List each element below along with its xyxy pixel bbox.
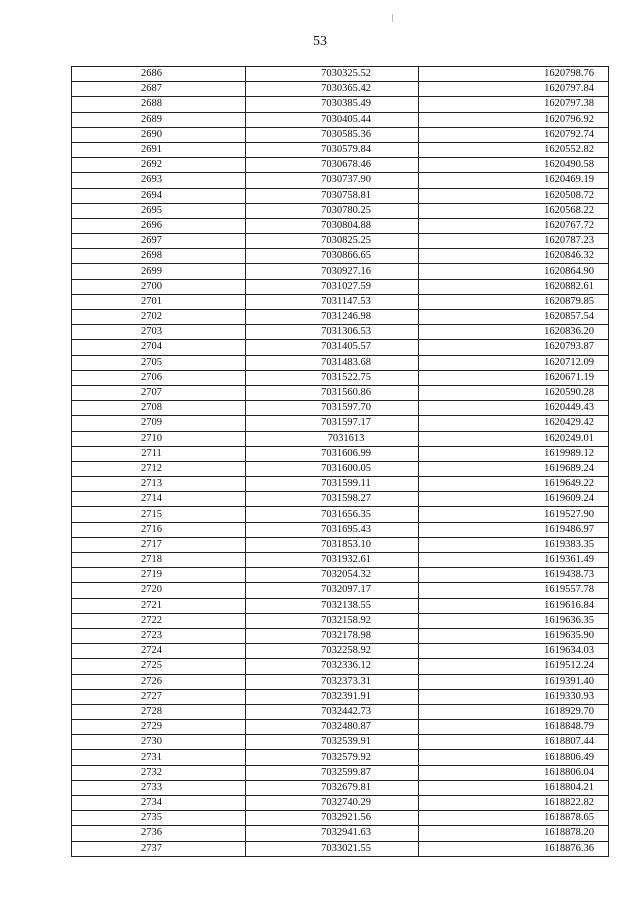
x-coordinate-cell: 7032258.92 xyxy=(246,644,419,659)
table-row xyxy=(72,431,609,446)
scan-artifact-mark xyxy=(392,14,393,22)
y-coordinate-cell: 1619989.12 xyxy=(419,446,609,461)
point-number-cell: 2698 xyxy=(72,249,246,264)
y-coordinate-cell: 1619391.40 xyxy=(419,674,609,689)
table-row xyxy=(72,537,609,552)
point-number-cell: 2711 xyxy=(72,446,246,461)
x-coordinate-cell: 7031597.17 xyxy=(246,416,419,431)
x-coordinate-cell: 7031600.05 xyxy=(246,461,419,476)
y-coordinate-cell: 1620879.85 xyxy=(419,294,609,309)
y-coordinate-cell: 1620508.72 xyxy=(419,188,609,203)
table-row xyxy=(72,325,609,340)
table-row xyxy=(72,674,609,689)
point-number-cell: 2707 xyxy=(72,385,246,400)
point-number-cell: 2735 xyxy=(72,811,246,826)
x-coordinate-cell: 7031656.35 xyxy=(246,507,419,522)
x-coordinate-cell: 7032097.17 xyxy=(246,583,419,598)
y-coordinate-cell: 1619330.93 xyxy=(419,689,609,704)
point-number-cell: 2702 xyxy=(72,310,246,325)
point-number-cell: 2693 xyxy=(72,173,246,188)
y-coordinate-cell: 1619689.24 xyxy=(419,461,609,476)
point-number-cell: 2722 xyxy=(72,613,246,628)
table-row xyxy=(72,294,609,309)
table-row xyxy=(72,340,609,355)
point-number-cell: 2706 xyxy=(72,370,246,385)
y-coordinate-cell: 1619649.22 xyxy=(419,477,609,492)
table-row xyxy=(72,173,609,188)
point-number-cell: 2688 xyxy=(72,97,246,112)
x-coordinate-cell: 7031027.59 xyxy=(246,279,419,294)
y-coordinate-cell: 1620568.22 xyxy=(419,203,609,218)
point-number-cell: 2727 xyxy=(72,689,246,704)
x-coordinate-cell: 7031695.43 xyxy=(246,522,419,537)
table-row xyxy=(72,507,609,522)
point-number-cell: 2695 xyxy=(72,203,246,218)
y-coordinate-cell: 1620249.01 xyxy=(419,431,609,446)
y-coordinate-cell: 1618804.21 xyxy=(419,780,609,795)
point-number-cell: 2726 xyxy=(72,674,246,689)
y-coordinate-cell: 1618807.44 xyxy=(419,735,609,750)
table-row xyxy=(72,127,609,142)
point-number-cell: 2720 xyxy=(72,583,246,598)
table-row xyxy=(72,583,609,598)
x-coordinate-cell: 7031306.53 xyxy=(246,325,419,340)
table-row xyxy=(72,750,609,765)
table-row xyxy=(72,689,609,704)
point-number-cell: 2737 xyxy=(72,841,246,856)
coordinates-table-body xyxy=(72,67,609,857)
x-coordinate-cell: 7031597.70 xyxy=(246,401,419,416)
table-row xyxy=(72,370,609,385)
point-number-cell: 2725 xyxy=(72,659,246,674)
x-coordinate-cell: 7030585.36 xyxy=(246,127,419,142)
table-row xyxy=(72,492,609,507)
page-number: 53 xyxy=(313,34,327,49)
y-coordinate-cell: 1620857.54 xyxy=(419,310,609,325)
x-coordinate-cell: 7031613 xyxy=(246,431,419,446)
x-coordinate-cell: 7030737.90 xyxy=(246,173,419,188)
y-coordinate-cell: 1620864.90 xyxy=(419,264,609,279)
point-number-cell: 2733 xyxy=(72,780,246,795)
table-row xyxy=(72,249,609,264)
y-coordinate-cell: 1620712.09 xyxy=(419,355,609,370)
table-row xyxy=(72,659,609,674)
y-coordinate-cell: 1620797.84 xyxy=(419,82,609,97)
x-coordinate-cell: 7031522.75 xyxy=(246,370,419,385)
x-coordinate-cell: 7032158.92 xyxy=(246,613,419,628)
table-row xyxy=(72,97,609,112)
y-coordinate-cell: 1618822.82 xyxy=(419,796,609,811)
table-row xyxy=(72,735,609,750)
point-number-cell: 2719 xyxy=(72,568,246,583)
table-row xyxy=(72,568,609,583)
point-number-cell: 2700 xyxy=(72,279,246,294)
point-number-cell: 2718 xyxy=(72,553,246,568)
x-coordinate-cell: 7031932.61 xyxy=(246,553,419,568)
y-coordinate-cell: 1620836.20 xyxy=(419,325,609,340)
x-coordinate-cell: 7032921.56 xyxy=(246,811,419,826)
point-number-cell: 2696 xyxy=(72,218,246,233)
point-number-cell: 2723 xyxy=(72,628,246,643)
x-coordinate-cell: 7031853.10 xyxy=(246,537,419,552)
table-row xyxy=(72,522,609,537)
point-number-cell: 2699 xyxy=(72,264,246,279)
y-coordinate-cell: 1619635.90 xyxy=(419,628,609,643)
y-coordinate-cell: 1620552.82 xyxy=(419,142,609,157)
point-number-cell: 2736 xyxy=(72,826,246,841)
table-row xyxy=(72,704,609,719)
table-row xyxy=(72,765,609,780)
x-coordinate-cell: 7031147.53 xyxy=(246,294,419,309)
x-coordinate-cell: 7032539.91 xyxy=(246,735,419,750)
point-number-cell: 2708 xyxy=(72,401,246,416)
y-coordinate-cell: 1619486.97 xyxy=(419,522,609,537)
x-coordinate-cell: 7031598.27 xyxy=(246,492,419,507)
point-number-cell: 2705 xyxy=(72,355,246,370)
table-row xyxy=(72,461,609,476)
point-number-cell: 2729 xyxy=(72,720,246,735)
x-coordinate-cell: 7031405.57 xyxy=(246,340,419,355)
y-coordinate-cell: 1619438.73 xyxy=(419,568,609,583)
table-row xyxy=(72,598,609,613)
x-coordinate-cell: 7031560.86 xyxy=(246,385,419,400)
table-row xyxy=(72,234,609,249)
y-coordinate-cell: 1619636.35 xyxy=(419,613,609,628)
table-row xyxy=(72,796,609,811)
point-number-cell: 2734 xyxy=(72,796,246,811)
y-coordinate-cell: 1619634.03 xyxy=(419,644,609,659)
x-coordinate-cell: 7032579.92 xyxy=(246,750,419,765)
y-coordinate-cell: 1619557.78 xyxy=(419,583,609,598)
y-coordinate-cell: 1620798.76 xyxy=(419,67,609,82)
table-row xyxy=(72,158,609,173)
y-coordinate-cell: 1620490.58 xyxy=(419,158,609,173)
point-number-cell: 2730 xyxy=(72,735,246,750)
point-number-cell: 2724 xyxy=(72,644,246,659)
y-coordinate-cell: 1620787.23 xyxy=(419,234,609,249)
point-number-cell: 2689 xyxy=(72,112,246,127)
table-row xyxy=(72,401,609,416)
table-row xyxy=(72,613,609,628)
x-coordinate-cell: 7030385.49 xyxy=(246,97,419,112)
point-number-cell: 2687 xyxy=(72,82,246,97)
y-coordinate-cell: 1619361.49 xyxy=(419,553,609,568)
x-coordinate-cell: 7032054.32 xyxy=(246,568,419,583)
y-coordinate-cell: 1618876.36 xyxy=(419,841,609,856)
coordinates-table xyxy=(71,66,609,857)
y-coordinate-cell: 1618878.65 xyxy=(419,811,609,826)
x-coordinate-cell: 7032442.73 xyxy=(246,704,419,719)
table-row xyxy=(72,553,609,568)
x-coordinate-cell: 7030927.16 xyxy=(246,264,419,279)
y-coordinate-cell: 1620792.74 xyxy=(419,127,609,142)
x-coordinate-cell: 7033021.55 xyxy=(246,841,419,856)
x-coordinate-cell: 7032178.98 xyxy=(246,628,419,643)
x-coordinate-cell: 7030780.25 xyxy=(246,203,419,218)
point-number-cell: 2717 xyxy=(72,537,246,552)
table-row xyxy=(72,628,609,643)
y-coordinate-cell: 1618929.70 xyxy=(419,704,609,719)
x-coordinate-cell: 7030325.52 xyxy=(246,67,419,82)
y-coordinate-cell: 1620469.19 xyxy=(419,173,609,188)
y-coordinate-cell: 1620793.87 xyxy=(419,340,609,355)
point-number-cell: 2692 xyxy=(72,158,246,173)
x-coordinate-cell: 7030678.46 xyxy=(246,158,419,173)
table-row xyxy=(72,385,609,400)
x-coordinate-cell: 7032373.31 xyxy=(246,674,419,689)
table-row xyxy=(72,82,609,97)
table-row xyxy=(72,218,609,233)
point-number-cell: 2721 xyxy=(72,598,246,613)
point-number-cell: 2713 xyxy=(72,477,246,492)
x-coordinate-cell: 7032138.55 xyxy=(246,598,419,613)
table-row xyxy=(72,188,609,203)
table-row xyxy=(72,446,609,461)
y-coordinate-cell: 1620796.92 xyxy=(419,112,609,127)
table-row xyxy=(72,841,609,856)
x-coordinate-cell: 7032679.81 xyxy=(246,780,419,795)
point-number-cell: 2694 xyxy=(72,188,246,203)
point-number-cell: 2686 xyxy=(72,67,246,82)
x-coordinate-cell: 7032941.63 xyxy=(246,826,419,841)
table-row xyxy=(72,720,609,735)
y-coordinate-cell: 1618848.79 xyxy=(419,720,609,735)
x-coordinate-cell: 7031606.99 xyxy=(246,446,419,461)
x-coordinate-cell: 7032391.91 xyxy=(246,689,419,704)
y-coordinate-cell: 1620449.43 xyxy=(419,401,609,416)
y-coordinate-cell: 1620767.72 xyxy=(419,218,609,233)
point-number-cell: 2716 xyxy=(72,522,246,537)
point-number-cell: 2703 xyxy=(72,325,246,340)
point-number-cell: 2697 xyxy=(72,234,246,249)
y-coordinate-cell: 1620671.19 xyxy=(419,370,609,385)
point-number-cell: 2731 xyxy=(72,750,246,765)
y-coordinate-cell: 1618806.04 xyxy=(419,765,609,780)
point-number-cell: 2704 xyxy=(72,340,246,355)
x-coordinate-cell: 7030579.84 xyxy=(246,142,419,157)
y-coordinate-cell: 1619512.24 xyxy=(419,659,609,674)
point-number-cell: 2710 xyxy=(72,431,246,446)
table-row xyxy=(72,811,609,826)
point-number-cell: 2709 xyxy=(72,416,246,431)
x-coordinate-cell: 7030804.88 xyxy=(246,218,419,233)
x-coordinate-cell: 7030758.81 xyxy=(246,188,419,203)
x-coordinate-cell: 7032599.87 xyxy=(246,765,419,780)
table-row xyxy=(72,310,609,325)
table-row xyxy=(72,112,609,127)
y-coordinate-cell: 1619609.24 xyxy=(419,492,609,507)
table-row xyxy=(72,67,609,82)
y-coordinate-cell: 1619527.90 xyxy=(419,507,609,522)
x-coordinate-cell: 7031599.11 xyxy=(246,477,419,492)
table-row xyxy=(72,780,609,795)
x-coordinate-cell: 7032336.12 xyxy=(246,659,419,674)
table-row xyxy=(72,279,609,294)
x-coordinate-cell: 7032480.87 xyxy=(246,720,419,735)
y-coordinate-cell: 1619616.84 xyxy=(419,598,609,613)
x-coordinate-cell: 7030866.65 xyxy=(246,249,419,264)
table-row xyxy=(72,644,609,659)
y-coordinate-cell: 1620797.38 xyxy=(419,97,609,112)
point-number-cell: 2691 xyxy=(72,142,246,157)
point-number-cell: 2690 xyxy=(72,127,246,142)
table-row xyxy=(72,355,609,370)
table-row xyxy=(72,142,609,157)
point-number-cell: 2701 xyxy=(72,294,246,309)
point-number-cell: 2732 xyxy=(72,765,246,780)
y-coordinate-cell: 1620590.28 xyxy=(419,385,609,400)
point-number-cell: 2714 xyxy=(72,492,246,507)
y-coordinate-cell: 1619383.35 xyxy=(419,537,609,552)
table-row xyxy=(72,203,609,218)
x-coordinate-cell: 7030405.44 xyxy=(246,112,419,127)
table-row xyxy=(72,264,609,279)
y-coordinate-cell: 1618878.20 xyxy=(419,826,609,841)
y-coordinate-cell: 1618806.49 xyxy=(419,750,609,765)
x-coordinate-cell: 7030365.42 xyxy=(246,82,419,97)
table-row xyxy=(72,826,609,841)
table-row xyxy=(72,477,609,492)
point-number-cell: 2712 xyxy=(72,461,246,476)
x-coordinate-cell: 7030825.25 xyxy=(246,234,419,249)
y-coordinate-cell: 1620882.61 xyxy=(419,279,609,294)
x-coordinate-cell: 7031246.98 xyxy=(246,310,419,325)
table-row xyxy=(72,416,609,431)
x-coordinate-cell: 7032740.29 xyxy=(246,796,419,811)
point-number-cell: 2715 xyxy=(72,507,246,522)
y-coordinate-cell: 1620846.32 xyxy=(419,249,609,264)
point-number-cell: 2728 xyxy=(72,704,246,719)
y-coordinate-cell: 1620429.42 xyxy=(419,416,609,431)
x-coordinate-cell: 7031483.68 xyxy=(246,355,419,370)
